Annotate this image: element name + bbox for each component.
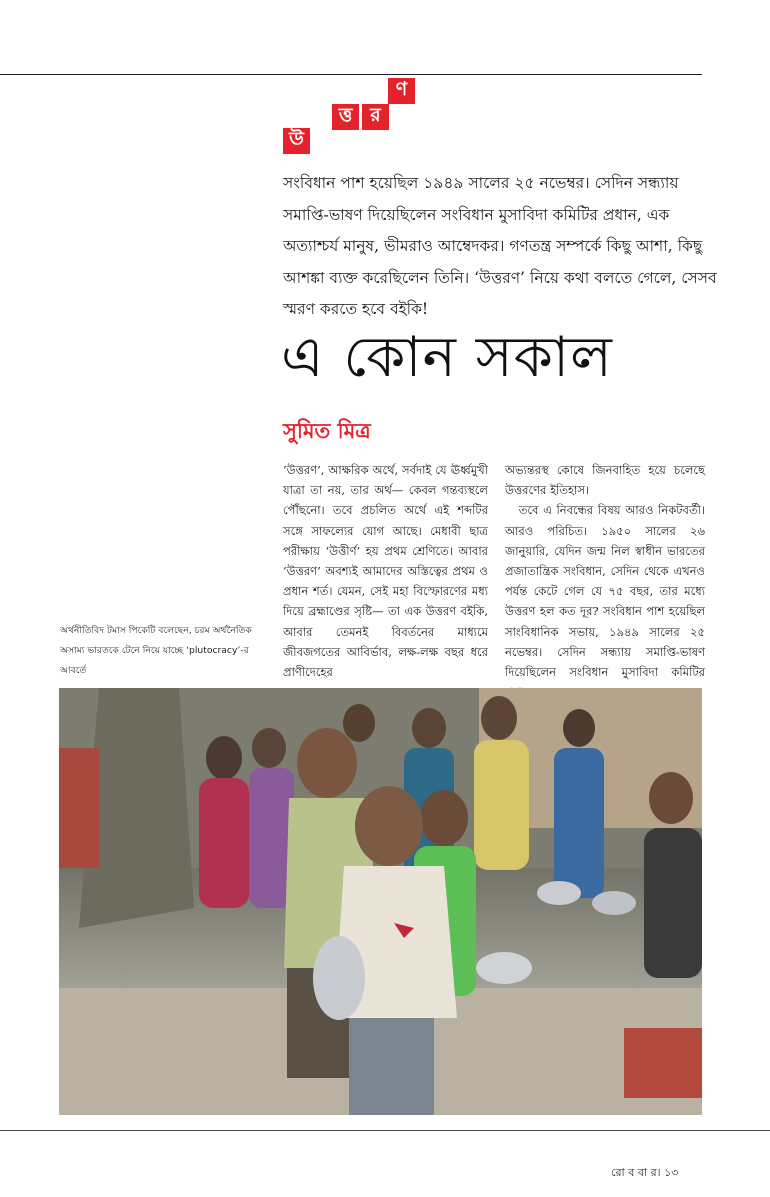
- author-byline: সুমিত মিত্র: [283, 419, 371, 443]
- top-rule: [0, 74, 702, 75]
- logo-letter-ra: র: [362, 104, 389, 130]
- photo-children-with-bowls-icon: [59, 688, 702, 1115]
- intro-paragraph: সংবিধান পাশ হয়েছিল ১৯৪৯ সালের ২৫ নভেম্বর। সেদিন সন্ধ্যায় সমাপ্তি-ভাষণ দিয়েছিলেন সংবিধান মুসাবিদা কমিটির প্রধান, এক অত্যাশ্চর্য মানুষ, ভীমরাও আম্বেদকর। গণতন্ত্র সম্পর্কে কিছু আশা, কিছু আশঙ্কা ব্যক্ত করেছিলেন তিনি। ‘উত্তরণ’ নিয়ে কথা বলতে গেলে, সেসব স্মরণ করতে হবে বইকি!: [283, 174, 717, 318]
- body-paragraph: ‘উত্তরণ’, আক্ষরিক অর্থে, সর্বদাই যে ঊর্ধ্বমুখী যাত্রা তা নয়, তার অর্থ— কেবল গন্তব্যস্থলে পৌঁছনো। তবে প্রচলিত অর্থে এই শব্দটির সঙ্গে সাফল্যের যোগ আছে। মেধাবী ছাত্র পরীক্ষায় ‘উত্তীর্ণ’ হয় প্রথম শ্রেণিতে। আবার ‘উত্তরণ’ অবশ্যই আমাদের অস্তিত্বের প্রথম ও প্রধান শর্ত। যেমন, সেই মহা বিস্ফোরণের মধ্য দিয়ে ব্রহ্মাণ্ডের সৃষ্টি— তা এক উত্তরণ বইকি, আবার তেমনই বিবর্তনের মাধ্যমে জীবজগতের আবির্ভাব, লক্ষ-লক্ষ বছর ধরে প্রাণীদেহের: [283, 463, 488, 680]
- bottom-rule: [0, 1130, 770, 1131]
- logo-letter-na: ণ: [388, 78, 415, 104]
- logo-letter-u: উ: [283, 128, 310, 154]
- body-paragraph: অভ্যন্তরস্থ কোষে জিনবাহিত হয়ে চলেছে উত্তরণের ইতিহাস।: [505, 463, 705, 498]
- page-folio: রো ব বা র। ১৩: [611, 1166, 679, 1179]
- body-column-right: [505, 460, 705, 702]
- photo-caption: অর্থনীতিবিদ টমাস পিকেটি বলেছেন, চরম অর্থনৈতিক অসাম্য ভারতকে টেনে নিয়ে যাচ্ছে ‘plutocracy’-র আবর্তে: [60, 625, 252, 676]
- article-headline: এ কোন সকাল: [281, 325, 613, 390]
- body-column-left: [283, 460, 488, 682]
- logo-letter-tta: ত্ত: [332, 104, 359, 130]
- body-paragraph: তবে এ নিবন্ধের বিষয় আরও নিকটবর্তী। আরও পরিচিত। ১৯৫০ সালের ২৬ জানুয়ারি, যেদিন জন্ম নিল স্বাধীন ভারতের প্রজাতান্ত্রিক সংবিধান, সেদিন থেকে এখনও পর্যন্ত কেটে গেল যে ৭৫ বছর, তার মধ্যে উত্তরণ হল কত দূর? সংবিধান পাশ হয়েছিল সাংবিধানিক সভায়, ১৯৪৯ সালের ২৫ নভেম্বর। সেদিন সন্ধ্যায় সমাপ্তি-ভাষণ দিয়েছিলেন সংবিধান মুসাবিদা কমিটির: [505, 503, 705, 680]
